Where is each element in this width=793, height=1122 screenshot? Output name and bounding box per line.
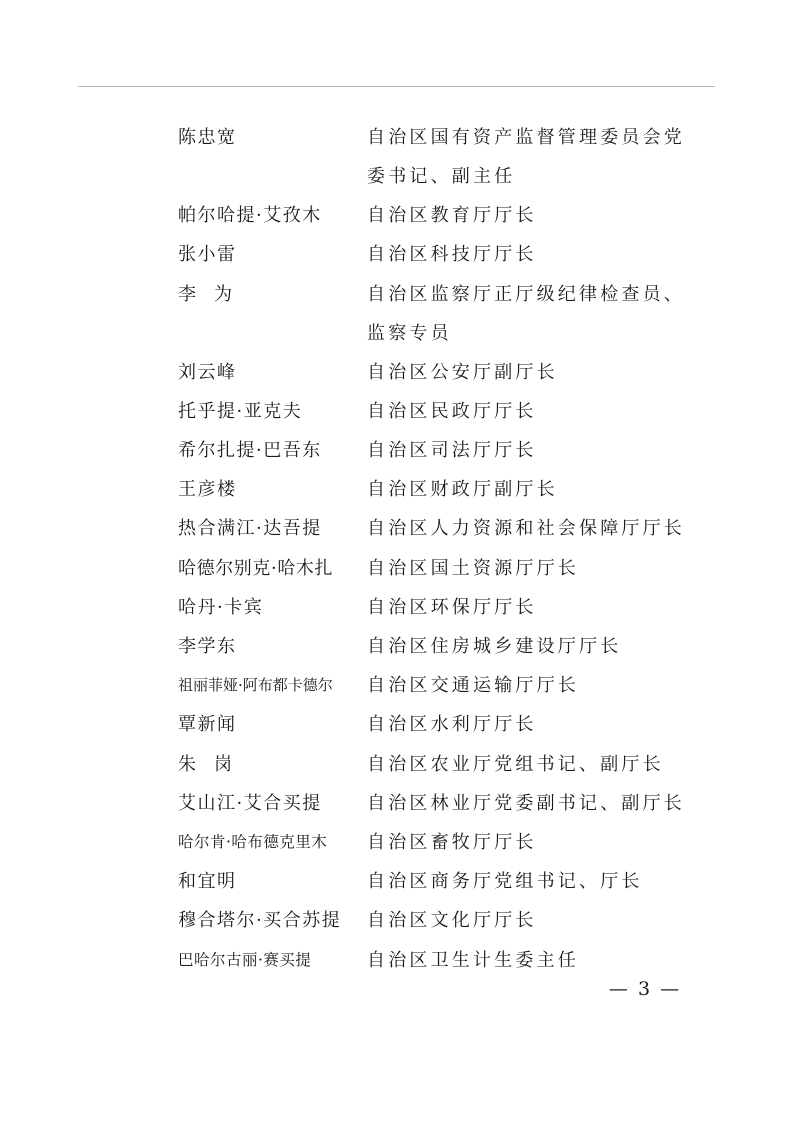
person-name: 哈尔肯·哈布德克里木 (178, 833, 328, 851)
person-title: 自治区监察厅正厅级纪律检查员、监察专员 (367, 284, 685, 344)
person-title: 自治区司法厅厅长 (367, 440, 537, 461)
person-name: 希尔扎提·巴吾东 (178, 440, 322, 461)
person-title: 自治区住房城乡建设厅厅长 (367, 636, 622, 657)
person-title: 自治区商务厅党组书记、厅长 (367, 871, 643, 892)
person-name: 和宜明 (178, 871, 237, 892)
person-name: 巴哈尔古丽·赛买提 (178, 951, 312, 969)
person-name: 朱 岗 (178, 754, 232, 775)
person-title: 自治区环保厅厅长 (367, 597, 537, 618)
person-title: 自治区教育厅厅长 (367, 205, 537, 226)
person-title: 自治区财政厅副厅长 (367, 479, 558, 500)
person-name: 哈德尔别克·哈木扎 (178, 558, 334, 579)
person-title: 自治区国土资源厅厅长 (367, 558, 579, 579)
person-title: 自治区农业厅党组书记、副厅长 (367, 754, 664, 775)
person-name: 托乎提·亚克夫 (178, 401, 303, 422)
person-name: 刘云峰 (178, 362, 237, 383)
person-title: 自治区卫生计生委主任 (367, 950, 579, 971)
person-title: 自治区畜牧厅厅长 (367, 832, 537, 853)
person-name: 覃新闻 (178, 714, 237, 735)
person-name: 穆合塔尔·买合苏提 (178, 910, 342, 931)
person-name: 哈丹·卡宾 (178, 597, 264, 618)
person-name: 陈忠宽 (178, 127, 237, 148)
person-name: 张小雷 (178, 244, 237, 265)
page-number: — 3 — (608, 978, 682, 1000)
person-title: 自治区林业厅党委副书记、副厅长 (367, 793, 685, 814)
person-name: 祖丽菲娅·阿布都卡德尔 (178, 676, 333, 694)
person-name: 王彦楼 (178, 479, 237, 500)
person-title: 自治区交通运输厅厅长 (367, 675, 579, 696)
person-title: 自治区水利厅厅长 (367, 714, 537, 735)
person-name: 帕尔哈提·艾孜木 (178, 205, 322, 226)
person-name: 艾山江·艾合买提 (178, 793, 322, 814)
person-title: 自治区公安厅副厅长 (367, 362, 558, 383)
person-title: 自治区人力资源和社会保障厅厅长 (367, 518, 685, 539)
person-title: 自治区科技厅厅长 (367, 244, 537, 265)
person-title: 自治区文化厅厅长 (367, 910, 537, 931)
person-name: 李 为 (178, 284, 232, 305)
person-name: 热合满江·达吾提 (178, 518, 322, 539)
person-title: 自治区国有资产监督管理委员会党委书记、副主任 (367, 127, 685, 187)
person-title: 自治区民政厅厅长 (367, 401, 537, 422)
person-name: 李学东 (178, 636, 237, 657)
